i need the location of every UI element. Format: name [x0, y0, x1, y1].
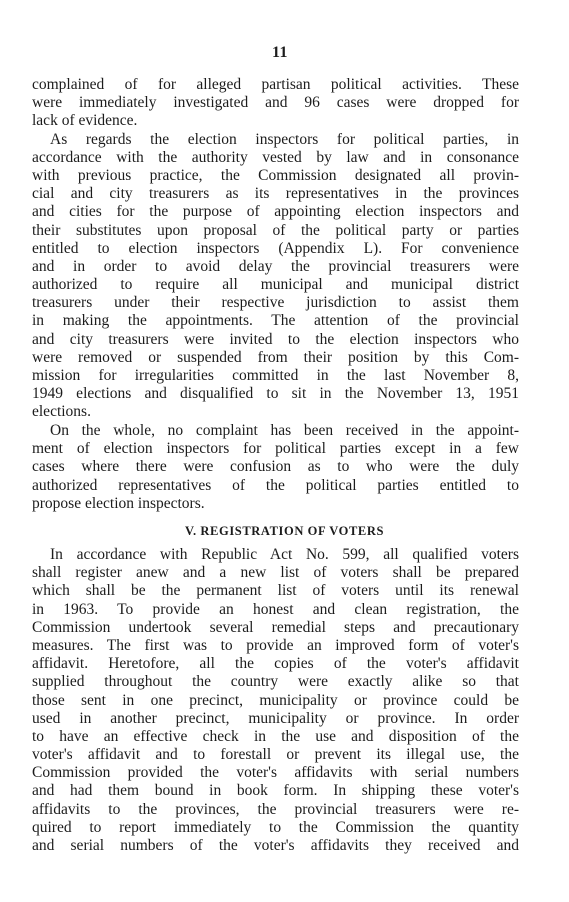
text-line: voter's affidavit and to forestall or prevent its illegal use, the	[32, 746, 519, 764]
text-line: were removed or suspended from their position by this Com-	[32, 348, 519, 366]
text-line: As regards the election inspectors for political parties, in	[50, 130, 519, 148]
text-line: and city treasurers were invited to the election inspectors who	[32, 330, 519, 348]
text-line: propose election inspectors.	[32, 494, 205, 512]
text-line: in making the appointments. The attention of the provincial	[32, 312, 519, 330]
text-line: entitled to election inspectors (Appendix L). For convenience	[32, 239, 519, 257]
text-line: and in order to avoid delay the provincial treasurers were	[32, 257, 519, 275]
text-line: authorized to require all municipal and municipal district	[32, 276, 519, 294]
text-line: affidavits to the provinces, the provincial treasurers were re-	[32, 800, 519, 818]
text-line: those sent in one precinct, municipality or province could be	[32, 691, 519, 709]
page-number: 11	[271, 44, 289, 61]
text-line: cial and city treasurers as its representatives in the provinces	[32, 185, 519, 203]
text-line: authorized representatives of the political parties entitled to	[32, 476, 519, 494]
text-line: quired to report immediately to the Commission the quantity	[32, 818, 519, 836]
text-line: which shall be the permanent list of voters until its renewal	[32, 582, 519, 600]
text-line: and cities for the purpose of appointing election inspectors and	[32, 203, 519, 221]
text-line: 1949 elections and disqualified to sit in the November 13, 1951	[32, 385, 519, 403]
text-line: with previous practice, the Commission designated all provin-	[32, 166, 519, 184]
text-line: Commission undertook several remedial steps and precautionary	[32, 618, 519, 636]
text-line: and had them bound in book form. In shipping these voter's	[32, 782, 519, 800]
text-line: In accordance with Republic Act No. 599, all qualified voters	[50, 546, 519, 563]
text-line: accordance with the authority vested by law and in consonance	[32, 148, 519, 166]
text-line: cases where there were confusion as to who were the duly	[32, 458, 519, 476]
text-line: lack of evidence.	[32, 112, 138, 130]
text-line: their substitutes upon proposal of the political party or parties	[32, 221, 519, 239]
paragraph-election-inspectors	[32, 131, 519, 422]
text-line: measures. The first was to provide an improved form of voter's	[32, 636, 519, 654]
text-line: affidavit. Heretofore, all the copies of the voter's affidavit	[32, 655, 519, 673]
text-line: treasurers under their respective jurisdiction to assist them	[32, 294, 519, 312]
text-line: to have an effective check in the use and disposition of the	[32, 727, 519, 745]
text-line: supplied throughout the country were exactly alike so that	[32, 673, 519, 691]
text-line: were immediately investigated and 96 cases were dropped for	[32, 94, 519, 112]
text-line: On the whole, no complaint has been received in the appoint-	[50, 422, 519, 439]
text-line: mission for irregularities committed in the last November 8,	[32, 367, 519, 385]
text-line: Commission provided the voter's affidavits with serial numbers	[32, 764, 519, 782]
paragraph-registration	[32, 546, 519, 855]
paragraph-partisan-complaints	[32, 76, 519, 131]
text-line: elections.	[32, 403, 91, 421]
section-heading: V. REGISTRATION OF VOTERS	[184, 524, 385, 538]
text-line: ment of election inspectors for political parties except in a few	[32, 440, 519, 458]
text-line: and serial numbers of the voter's affidavits they received and	[32, 837, 519, 854]
text-line: shall register anew and a new list of voters shall be prepared	[32, 564, 519, 582]
text-line: in 1963. To provide an honest and clean registration, the	[32, 600, 519, 618]
paragraph-no-complaint	[32, 422, 519, 513]
text-line: complained of for alleged partisan political activities. These	[32, 76, 519, 93]
text-line: used in another precinct, municipality or province. In order	[32, 709, 519, 727]
